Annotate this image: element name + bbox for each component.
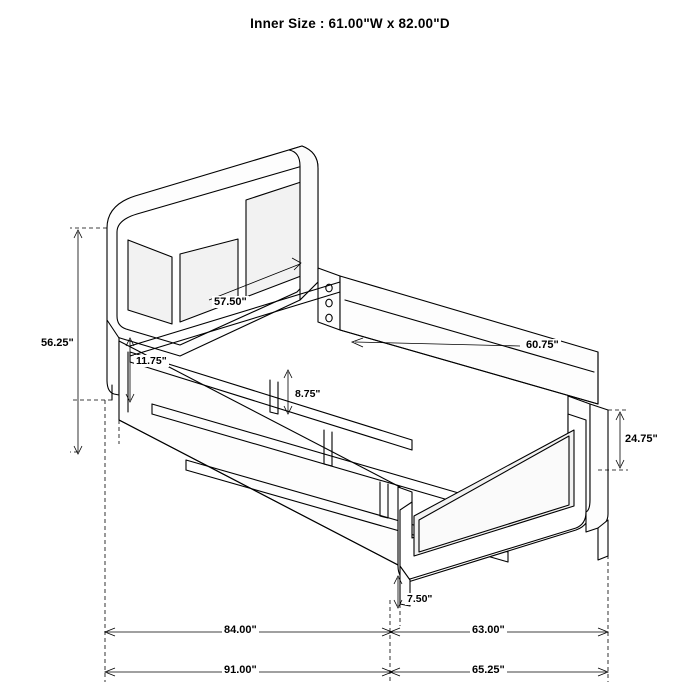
dimension-label-footboard-height: 24.75" [625, 433, 658, 445]
dimension-label-overall-height-left: 56.25" [41, 337, 74, 349]
dimension-label-leg-clearance: 7.50" [407, 593, 433, 605]
dimension-label-length-right-section: 63.00" [472, 624, 505, 636]
dimension-label-deck-height-front: 11.75" [136, 355, 167, 367]
dimension-label-width-across-rail: 60.75" [526, 339, 559, 351]
dimension-label-length-left-section: 84.00" [224, 624, 257, 636]
dimension-label-overall-length-right: 65.25" [472, 664, 505, 676]
page-title: Inner Size : 61.00"W x 82.00"D [250, 16, 450, 31]
dimension-label-slat-height: 8.75" [295, 388, 321, 400]
dimension-label-headboard-height: 57.50" [214, 296, 247, 308]
dimension-label-overall-length-left: 91.00" [224, 664, 257, 676]
